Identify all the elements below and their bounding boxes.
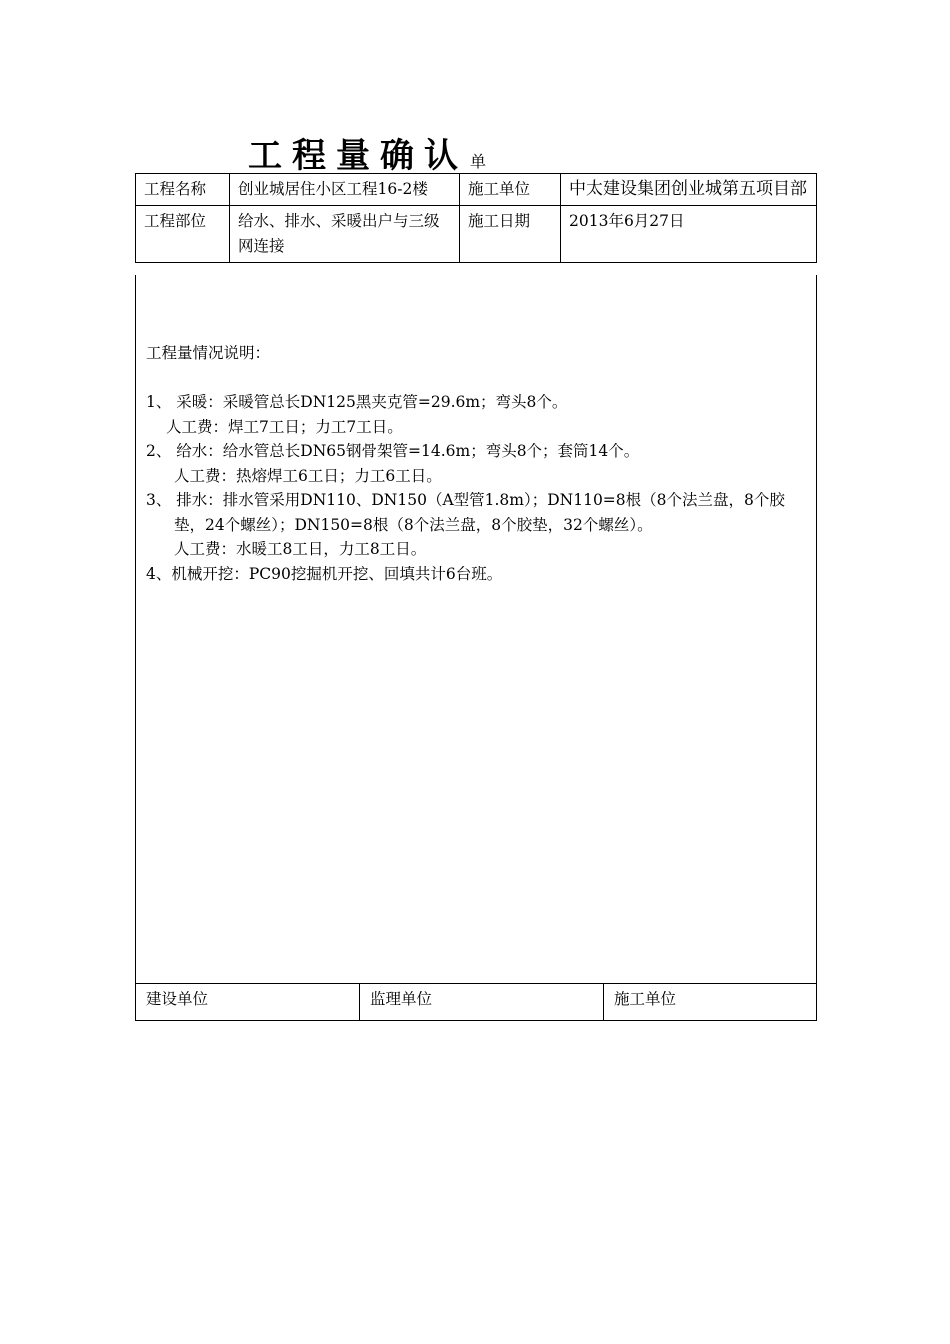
description-line: 人工费：水暖工8工日，力工8工日。: [174, 540, 427, 558]
location-label: 工程部位: [136, 206, 230, 263]
description-line: 1、 采暖：采暖管总长DN125黑夹克管=29.6m；弯头8个。: [146, 393, 568, 411]
table-row: [136, 984, 817, 1021]
description-line: 3、 排水：排水管采用DN110、DN150（A型管1.8m）；DN110=8根（8个法兰盘，8个胶垫，24个螺丝）；DN150=8根（8个法兰盘，8个胶垫，32个螺丝）。: [146, 491, 785, 534]
title-main: 工程量确认: [248, 136, 468, 176]
location-value: 给水、排水、采暖出户与三级网连接: [230, 206, 460, 263]
description-heading: 工程量情况说明：: [146, 344, 271, 362]
supervisor-signature: 监理单位: [360, 984, 604, 1021]
date-label: 施工日期: [460, 206, 561, 263]
description-line: 2、 给水：给水管总长DN65钢骨架管=14.6m；弯头8个；套筒14个。: [146, 442, 640, 460]
project-info-table: [135, 173, 817, 263]
document-title: [248, 128, 486, 177]
description-line: 4、机械开挖：PC90挖掘机开挖、回填共计6台班。: [146, 564, 503, 583]
project-name-label: 工程名称: [136, 174, 230, 206]
date-value: 2013年6月27日: [561, 206, 817, 263]
description-line: 人工费：热熔焊工6工日；力工6工日。: [174, 466, 442, 485]
owner-signature: 建设单位: [136, 984, 360, 1021]
table-row: [136, 174, 817, 206]
description-content: [146, 341, 810, 586]
description-line: 人工费：焊工7工日；力工7工日。: [166, 417, 403, 436]
contractor-value: 中太建设集团创业城第五项目部: [561, 174, 817, 206]
description-box: [135, 275, 817, 983]
table-row: [136, 206, 817, 263]
title-suffix: 单: [470, 152, 487, 171]
contractor-signature: 施工单位: [604, 984, 817, 1021]
signature-table: [135, 983, 817, 1021]
project-name-value: 创业城居住小区工程16-2楼: [230, 174, 460, 206]
contractor-label: 施工单位: [460, 174, 561, 206]
